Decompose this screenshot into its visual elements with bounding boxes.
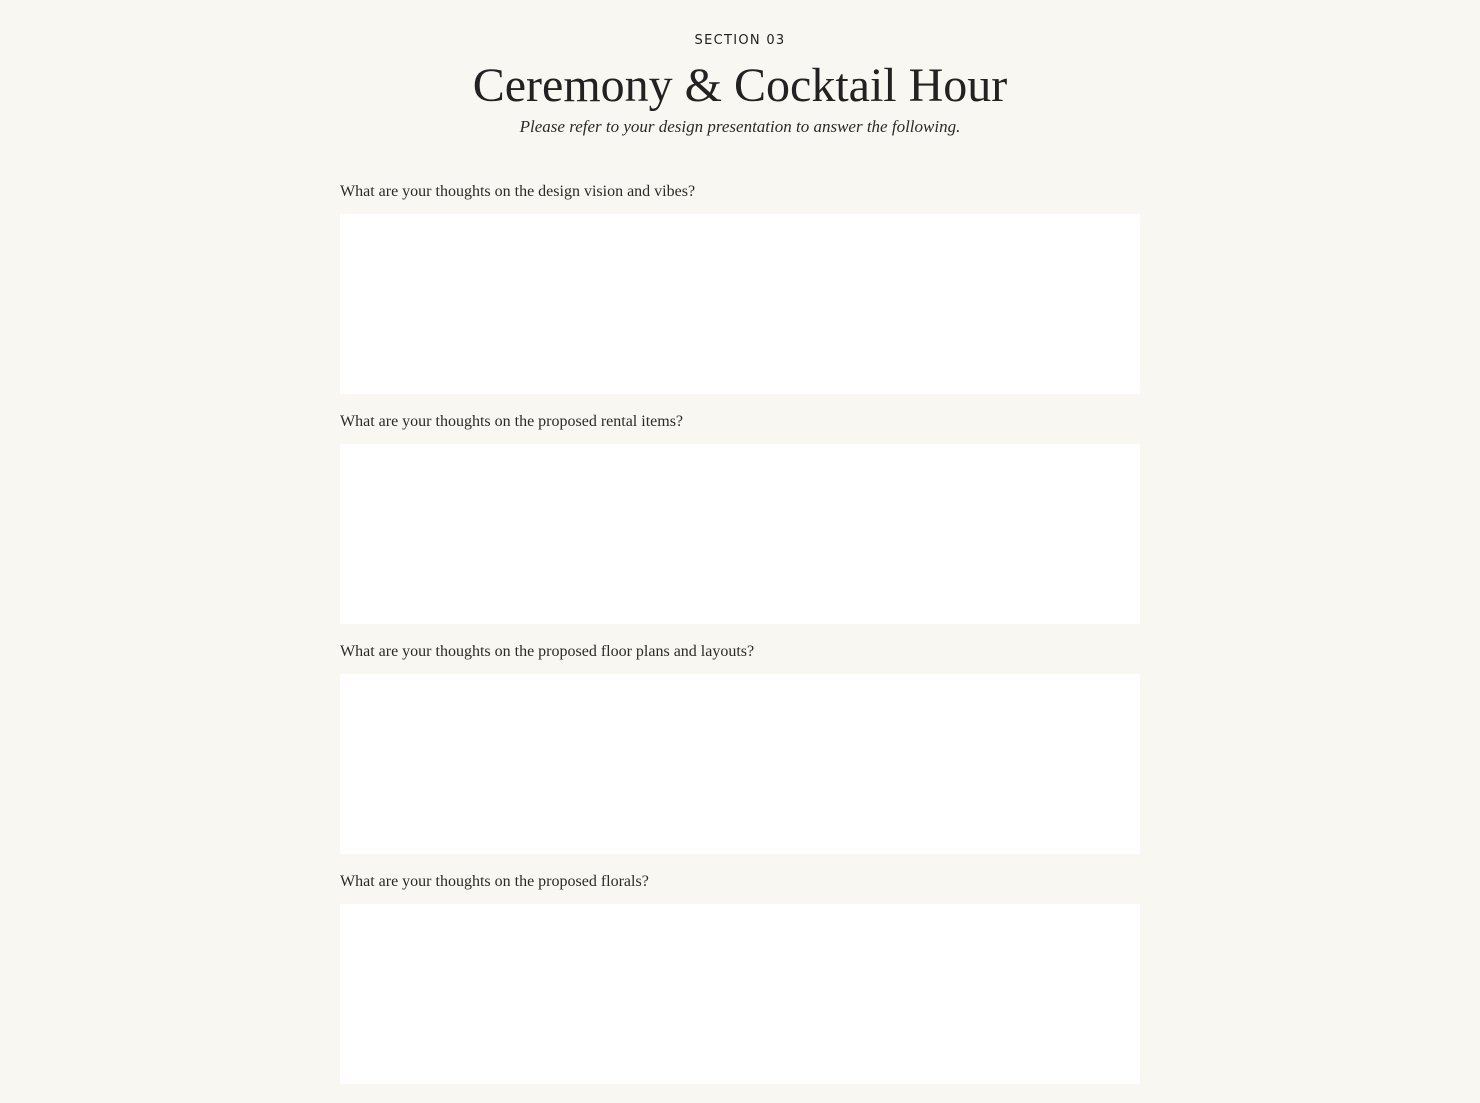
answer-input-floor-plans[interactable] <box>340 674 1140 854</box>
answer-input-rental-items[interactable] <box>340 444 1140 624</box>
answer-input-design-vision[interactable] <box>340 214 1140 394</box>
section-subtitle: Please refer to your design presentation to answer the following. <box>519 117 961 136</box>
question-label-florals: What are your thoughts on the proposed florals? <box>340 873 649 890</box>
question-label-rental-items: What are your thoughts on the proposed rental items? <box>340 413 684 430</box>
question-label-design-vision: What are your thoughts on the design vision and vibes? <box>340 183 696 200</box>
answer-input-florals[interactable] <box>340 904 1140 1084</box>
question-label-floor-plans: What are your thoughts on the proposed floor plans and layouts? <box>340 643 755 660</box>
section-eyebrow: SECTION 03 <box>694 33 786 48</box>
section-title: Ceremony & Cocktail Hour <box>472 59 1008 112</box>
